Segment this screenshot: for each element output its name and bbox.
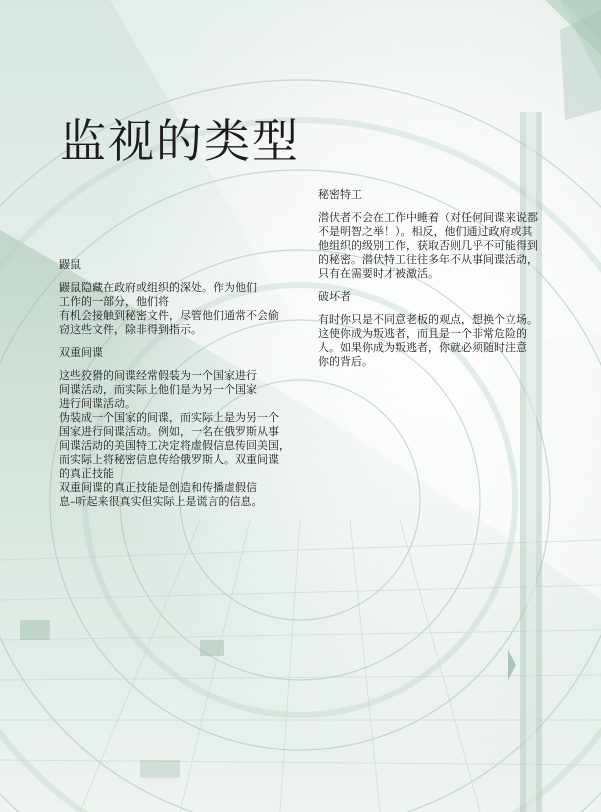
right-column (318, 188, 558, 378)
text-line: 进行间谍活动。 (59, 397, 136, 410)
text-line: 不是明智之举！）。相反，他们通过政府或其 (318, 225, 533, 238)
text-line: 间谍活动，而实际上他们是为另一个国家 (59, 383, 257, 396)
text-line: 这些狡猾的间谍经常假装为一个国家进行 (59, 369, 257, 382)
text-line: 的真正技能 (59, 467, 114, 480)
text-line: 息–听起来很真实但实际上是谎言的信息。 (59, 495, 263, 508)
section-sleeper-agent (318, 188, 558, 281)
text-line: 只有在需要时才被激活。 (318, 267, 439, 280)
text-line: 而实际上将秘密信息传给俄罗斯人。双重间谍 (59, 453, 279, 466)
section-heading: 秘密特工 (318, 188, 362, 201)
section-heading: 双重间谍 (59, 346, 103, 359)
text-line: 国家进行间谍活动。例如，一名在俄罗斯从事 (59, 425, 279, 438)
text-line: 人。如果你成为叛逃者，你就必须随时注意 (318, 341, 527, 354)
text-line: 双重间谍的真正技能是创造和传播虚假信 (59, 481, 257, 494)
text-line: 你的背后。 (318, 355, 373, 368)
text-line: 工作的一部分，他们将 (59, 295, 169, 308)
text-line: 间谍活动的美国特工决定将虚假信息传回美国， (59, 439, 290, 452)
section-body (318, 211, 558, 281)
left-column (59, 258, 305, 518)
section-body (59, 281, 305, 337)
text-line: 有机会接触到秘密文件，尽管他们通常不会偷 (59, 309, 279, 322)
section-body (59, 369, 305, 509)
section-defector (318, 290, 558, 369)
section-mole (59, 258, 305, 337)
text-line: 有时你只是不同意老板的观点，想换个立场。 (318, 313, 538, 326)
section-heading: 破坏者 (318, 290, 351, 303)
page-title: 监视的类型 (60, 114, 300, 168)
section-double-agent (59, 346, 305, 509)
text-line: 窃这些文件，除非得到指示。 (59, 323, 202, 336)
text-line: 这使你成为叛逃者，而且是一个非常危险的 (318, 327, 527, 340)
text-line: 伪装成一个国家的间谍，而实际上是为另一个 (59, 411, 279, 424)
text-line: 他组织的级别工作，获取否则几乎不可能得到 (318, 239, 538, 252)
text-line: 的秘密。潜伏特工往往多年不从事间谍活动， (318, 253, 538, 266)
text-line: 潜伏者不会在工作中睡着（对任何间谍来说都 (318, 211, 538, 224)
section-body (318, 313, 558, 369)
text-line: 鼹鼠隐藏在政府或组织的深处。作为他们 (59, 281, 257, 294)
section-heading: 鼹鼠 (59, 258, 81, 271)
